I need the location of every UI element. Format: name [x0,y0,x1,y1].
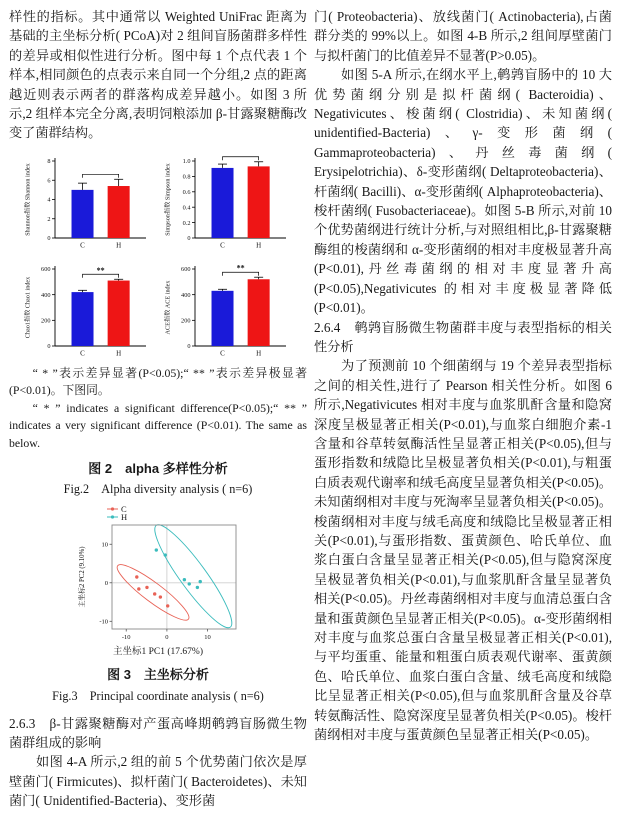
svg-text:0.6: 0.6 [182,188,191,196]
svg-text:C: C [80,241,85,250]
section-2-6-4-heading: 2.6.4 鹌鹑盲肠微生物菌群丰度与表型指标的相关性分析 [314,319,612,354]
ace-bar-chart [162,254,294,360]
svg-text:H: H [116,241,122,250]
svg-text:0: 0 [47,343,51,351]
figure2-caption-en: Fig.2 Alpha diversity analysis ( n=6) [63,482,253,497]
paragraph-phyla: 如图 4-A 所示,2 组的前 5 个优势菌门依次是厚壁菌门( Firmicutes)、拟杆菌门( Bacteroidetes)、未知菌门( Unidentified-Bacteria)、变形菌 [9,754,307,809]
svg-text:600: 600 [181,266,191,274]
figure2-caption-zh: 图 2 alpha 多样性分析 [88,460,228,476]
figure2-bar-charts [9,146,307,360]
svg-text:0: 0 [47,235,51,243]
pcoa-legend-item: C [106,505,307,513]
svg-text:**: ** [96,265,105,275]
svg-text:H: H [256,241,262,250]
simpson-bar-chart [162,146,294,252]
pcoa-x-axis-label: 主坐标1 PC1 (17.67%) [113,647,203,658]
figure3-caption-en: Fig.3 Principal coordinate analysis ( n=6) [52,688,264,703]
left-column [9,7,307,811]
svg-text:400: 400 [41,291,51,299]
svg-text:C: C [220,349,225,358]
svg-text:4: 4 [47,196,51,204]
paragraph-class-level: 如图 5-A 所示,在纲水平上,鹌鹑盲肠中的 10 大优势菌纲分别是拟杆菌纲( Bacteroidia)、Negativicutes、梭菌纲( Clostridia)、未知菌纲( unidentified-Bacteria)、γ-变形菌纲( Gammaproteobacteria)、丹丝毒菌纲( Erysipelotrichia)、δ-变形菌纲( Deltaproteobacteria)、杆菌纲( Bacilli)、α-变形菌纲( Alphaproteobacteria)、梭杆菌纲( Fusobacteriaceae)。如图 5-B 所示,对前 10 个优势菌纲进行统计分析,与对照组相比,β-甘露聚糖酶组的梭菌纲和 α-变形菌纲的相对丰度极显著升高(P<0.01),丹丝毒菌纲的相对丰度显著升高(P<0.05),Negativicutes 的相对丰度极显著降低(P<0.01)。 [314,67,612,316]
svg-text:200: 200 [181,317,191,325]
svg-text:0: 0 [165,634,169,642]
svg-text:主坐标2 PC2 (9.10%): 主坐标2 PC2 (9.10%) [79,546,86,608]
svg-text:**: ** [236,263,245,273]
svg-text:8: 8 [47,158,51,166]
svg-text:Shannon指数 Shannon index: Shannon指数 Shannon index [24,163,32,236]
figure3-pcoa-chart [9,505,307,658]
svg-text:H: H [116,349,122,358]
paragraph-correlation: 为了预测前 10 个细菌纲与 19 个差异表型指标之间的相关性,进行了 Pearson 相关性分析。如图 6 所示,Negativicutes 相对丰度与血浆肌酐含量和隐窝深度呈极显著正相关(P<0.01),与血浆白细胞介素-1 含量和谷草转氨酶活性呈显著正相关(P<0.05),但与蛋形指数和绒隐比呈极显著负相关(P<0.01),与粗蛋白质表观代谢率和绒毛高度呈显著负相关(P<0.05)。未知菌纲相对丰度与死淘率呈显著负相关(P<0.05)。梭菌纲相对丰度与绒毛高度和绒隐比呈极显著正相关(P<0.01),与蛋形指数、蛋黄颜色、哈氏单位、血浆白蛋白含量呈显著正相关(P<0.05),但与隐窝深度呈极显著负相关(P<0.01),与血浆肌酐含量呈显著负相关(P<0.05)。丹丝毒菌纲相对丰度与血清总蛋白含量和蛋黄颜色呈显著正相关(P<0.05)。α-变形菌纲相对丰度与血浆总蛋白含量呈极显著正相关(P<0.01),与平均蛋重、能量和粗蛋白质表观代谢率、蛋黄颜色、哈氏单位、血浆白蛋白含量、绒毛高度和绒隐比呈显著正相关(P<0.05),但与血浆肌酐含量及谷草转氨酶活性、隐窝深度呈显著负相关(P<0.05)。梭杆菌纲相对丰度与蛋黄颜色呈显著正相关(P<0.05)。 [314,358,612,743]
figure3-caption-zh: 图 3 主坐标分析 [107,667,209,683]
svg-text:Chao1指数 Chao1 index: Chao1指数 Chao1 index [24,276,32,339]
svg-text:-10: -10 [121,634,131,642]
svg-text:0: 0 [104,580,108,588]
svg-text:0.4: 0.4 [182,204,191,212]
pcoa-legend [106,505,307,521]
svg-text:10: 10 [101,541,108,549]
svg-text:H: H [256,349,262,358]
pcoa-legend-item: H [106,513,307,521]
paragraph-phyla-continued: 门( Proteobacteria)、放线菌门( Actinobacteria),占菌群分类的 99%以上。如图 4-B 所示,2 组间厚壁菌门与拟杆菌门的比值差异不显著(P>0.05)。 [314,9,612,63]
svg-text:1.0: 1.0 [182,158,191,166]
chao1-bar-chart [22,254,154,360]
section-2-6-3-heading: 2.6.3 β-甘露聚糖酶对产蛋高峰期鹌鹑盲肠微生物菌群组成的影响 [9,715,307,751]
svg-text:600: 600 [41,266,51,274]
svg-text:0: 0 [187,343,191,351]
svg-text:-10: -10 [99,618,108,626]
svg-text:0.2: 0.2 [182,219,191,227]
paragraph-pcoa-intro: 样性的指标。其中通常以 Weighted UniFrac 距离为基础的主坐标分析( PCoA)对 2 组间盲肠菌群多样性的差异或相似性进行分析。图中每 1 个点代表 1 个样本,相同颜色的点表示来自同一个分组,2 点的距离越近则表示两者的群落构成差异越小。如图 3 所示,2 组样本完全分离,表明饲粮添加 β-甘露聚糖酶改变了菌群结构。 [9,9,307,141]
svg-text:10: 10 [204,634,211,642]
svg-text:ACE指数 ACE index: ACE指数 ACE index [164,280,172,335]
svg-text:400: 400 [181,291,191,299]
svg-text:0.8: 0.8 [182,173,191,181]
significance-note-en: “ * ” indicates a significant difference(P<0.05);“ ** ” indicates a very significant difference (P<0.01). The same as below. [9,401,307,450]
pcoa-scatter-plot [74,522,242,646]
svg-text:200: 200 [41,317,51,325]
shannon-bar-chart [22,146,154,252]
svg-text:C: C [80,349,85,358]
svg-text:C: C [220,241,225,250]
significance-note-zh: “ * ”表示差异显著(P<0.05);“ ** ”表示差异极显著(P<0.01)。下图同。 [9,365,307,398]
right-column [314,7,612,744]
svg-text:2: 2 [47,215,51,223]
svg-text:6: 6 [47,177,51,185]
svg-text:0: 0 [187,235,191,243]
svg-text:Simpson指数 Simpson index: Simpson指数 Simpson index [164,163,172,236]
